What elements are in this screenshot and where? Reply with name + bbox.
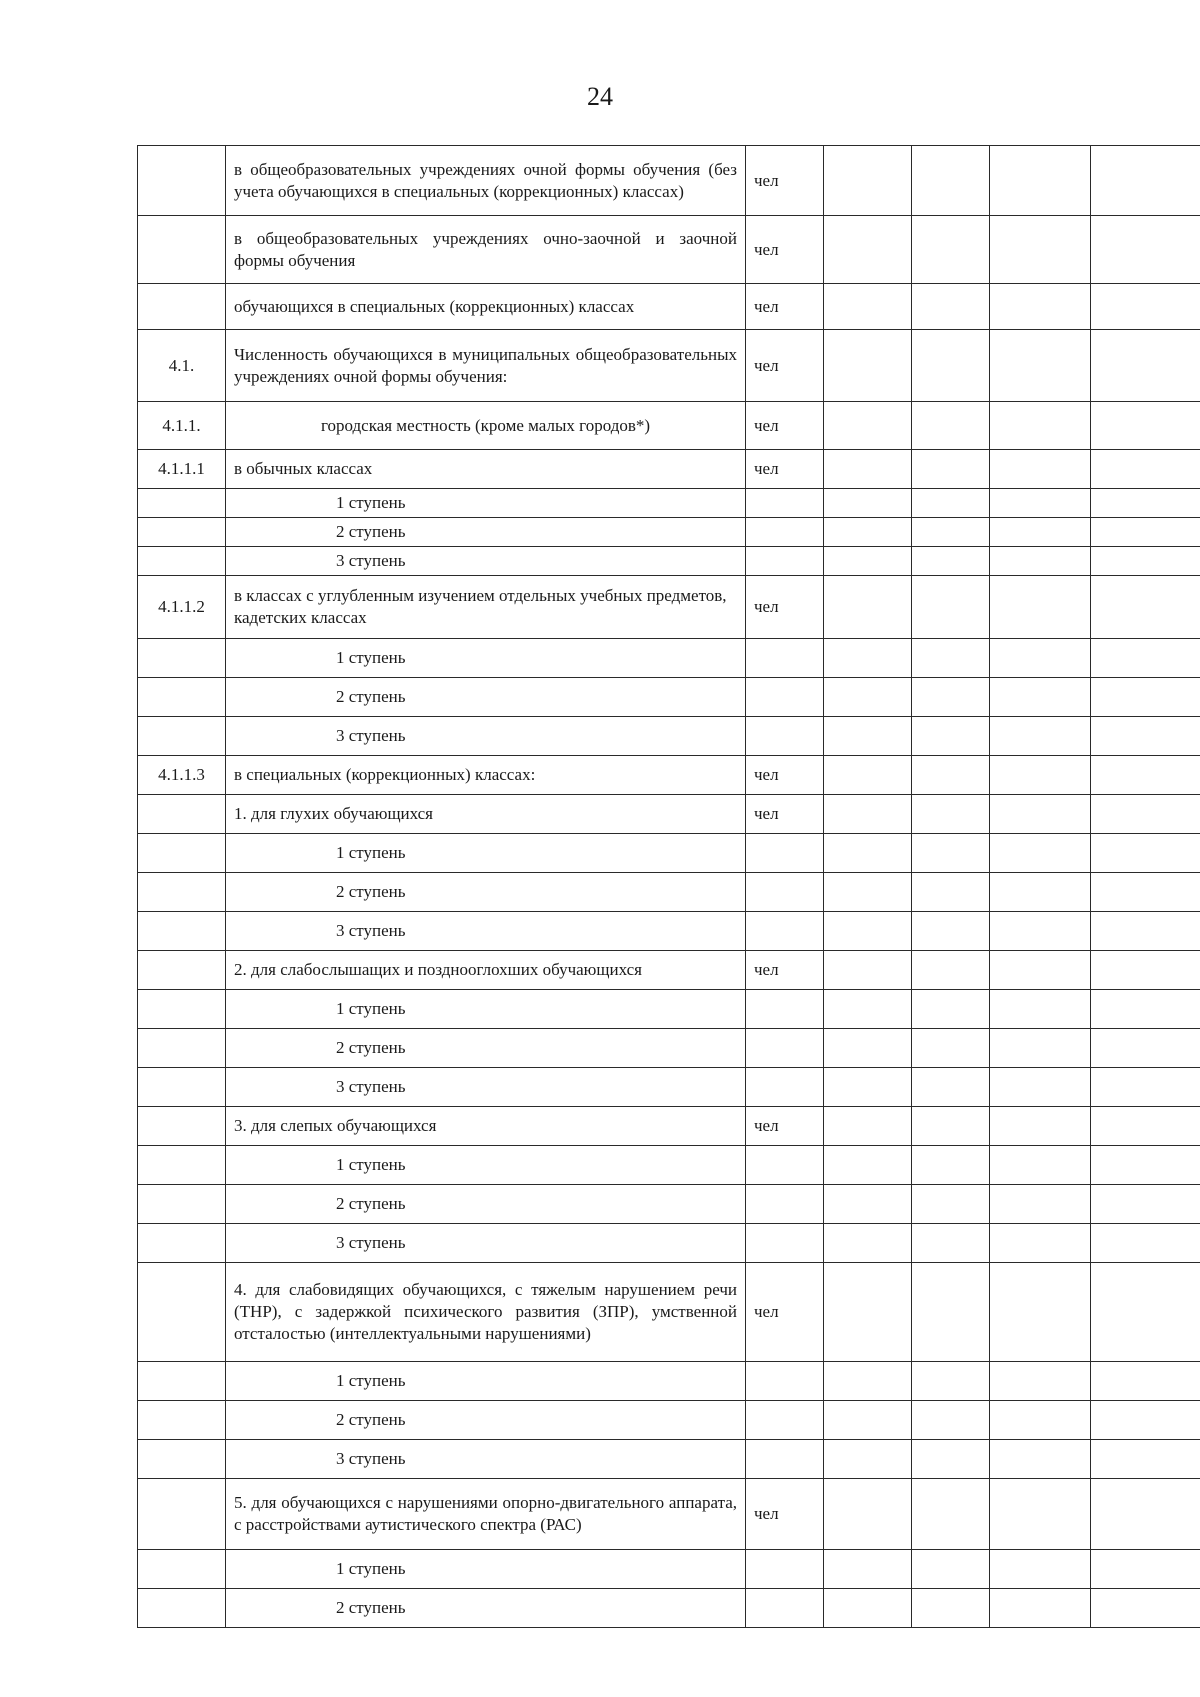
value-cell <box>912 1401 990 1440</box>
value-cell <box>1091 912 1200 951</box>
value-cell <box>990 639 1091 678</box>
table-row <box>138 330 1200 402</box>
value-cell <box>990 951 1091 990</box>
indicator-cell: 3 ступень <box>226 1440 746 1479</box>
table-row <box>138 547 1200 576</box>
value-cell <box>912 1029 990 1068</box>
unit-cell: чел <box>746 450 824 489</box>
value-cell <box>912 1263 990 1362</box>
row-number-cell <box>138 873 226 912</box>
row-number-cell <box>138 639 226 678</box>
value-cell <box>912 1068 990 1107</box>
page-number: 24 <box>587 82 613 111</box>
row-number-cell <box>138 1479 226 1550</box>
unit-cell: чел <box>746 951 824 990</box>
value-cell <box>990 873 1091 912</box>
value-cell <box>824 1068 912 1107</box>
value-cell <box>912 1362 990 1401</box>
value-cell <box>912 873 990 912</box>
row-number-cell <box>138 216 226 284</box>
value-cell <box>990 990 1091 1029</box>
row-number-cell: 4.1. <box>138 330 226 402</box>
unit-cell: чел <box>746 1107 824 1146</box>
row-number-cell <box>138 284 226 330</box>
value-cell <box>990 1146 1091 1185</box>
indicator-cell: 5. для обучающихся с нарушениями опорно-двигательного аппарата, с расстройствами аутистического спектра (РАС) <box>226 1479 746 1550</box>
value-cell <box>912 678 990 717</box>
value-cell <box>912 912 990 951</box>
indicator-cell: 1 ступень <box>226 1550 746 1589</box>
unit-cell <box>746 1146 824 1185</box>
value-cell <box>912 639 990 678</box>
value-cell <box>912 795 990 834</box>
row-number-cell <box>138 146 226 216</box>
value-cell <box>990 717 1091 756</box>
value-cell <box>990 1362 1091 1401</box>
row-number-cell: 4.1.1. <box>138 402 226 450</box>
value-cell <box>1091 1224 1200 1263</box>
value-cell <box>912 1550 990 1589</box>
value-cell <box>990 912 1091 951</box>
value-cell <box>1091 1550 1200 1589</box>
table-row <box>138 678 1200 717</box>
table-row <box>138 1263 1200 1362</box>
value-cell <box>990 489 1091 518</box>
value-cell <box>912 576 990 639</box>
table-row <box>138 990 1200 1029</box>
value-cell <box>824 1401 912 1440</box>
indicator-cell: 2 ступень <box>226 873 746 912</box>
table-row <box>138 1479 1200 1550</box>
unit-cell <box>746 639 824 678</box>
value-cell <box>990 1107 1091 1146</box>
table-row <box>138 717 1200 756</box>
table-row <box>138 639 1200 678</box>
table-row <box>138 489 1200 518</box>
unit-cell <box>746 1185 824 1224</box>
row-number-cell <box>138 1029 226 1068</box>
indicator-cell: 2 ступень <box>226 518 746 547</box>
table-row <box>138 1224 1200 1263</box>
indicator-cell: 1 ступень <box>226 489 746 518</box>
value-cell <box>824 1107 912 1146</box>
table-row <box>138 402 1200 450</box>
value-cell <box>912 518 990 547</box>
value-cell <box>912 834 990 873</box>
value-cell <box>1091 639 1200 678</box>
unit-cell <box>746 717 824 756</box>
value-cell <box>912 1224 990 1263</box>
value-cell <box>824 489 912 518</box>
value-cell <box>912 489 990 518</box>
row-number-cell <box>138 795 226 834</box>
unit-cell <box>746 1440 824 1479</box>
table-row <box>138 1440 1200 1479</box>
value-cell <box>990 547 1091 576</box>
unit-cell: чел <box>746 576 824 639</box>
indicator-cell: 3 ступень <box>226 1224 746 1263</box>
value-cell <box>1091 489 1200 518</box>
row-number-cell <box>138 1401 226 1440</box>
indicator-cell: 1 ступень <box>226 990 746 1029</box>
value-cell <box>1091 1146 1200 1185</box>
indicator-cell: 2 ступень <box>226 1401 746 1440</box>
unit-cell: чел <box>746 216 824 284</box>
unit-cell <box>746 873 824 912</box>
unit-cell: чел <box>746 402 824 450</box>
value-cell <box>990 678 1091 717</box>
value-cell <box>990 1479 1091 1550</box>
indicator-cell: 3. для слепых обучающихся <box>226 1107 746 1146</box>
row-number-cell <box>138 678 226 717</box>
value-cell <box>824 284 912 330</box>
value-cell <box>912 216 990 284</box>
value-cell <box>912 547 990 576</box>
row-number-cell <box>138 1224 226 1263</box>
value-cell <box>912 330 990 402</box>
value-cell <box>1091 1401 1200 1440</box>
table-row <box>138 1550 1200 1589</box>
unit-cell: чел <box>746 284 824 330</box>
value-cell <box>1091 873 1200 912</box>
value-cell <box>990 450 1091 489</box>
value-cell <box>1091 450 1200 489</box>
value-cell <box>824 756 912 795</box>
value-cell <box>990 1440 1091 1479</box>
indicator-cell: 4. для слабовидящих обучающихся, с тяжелым нарушением речи (ТНР), с задержкой психического развития (ЗПР), умственной отсталостью (интеллектуальными нарушениями) <box>226 1263 746 1362</box>
row-number-cell <box>138 1550 226 1589</box>
value-cell <box>824 146 912 216</box>
value-cell <box>824 1029 912 1068</box>
table-row <box>138 450 1200 489</box>
indicator-cell: городская местность (кроме малых городов*) <box>226 402 746 450</box>
table-row <box>138 1107 1200 1146</box>
table-row <box>138 834 1200 873</box>
value-cell <box>1091 518 1200 547</box>
table-row <box>138 756 1200 795</box>
value-cell <box>1091 146 1200 216</box>
indicator-cell: 2. для слабослышащих и позднооглохших обучающихся <box>226 951 746 990</box>
table-row <box>138 576 1200 639</box>
unit-cell <box>746 1550 824 1589</box>
value-cell <box>912 146 990 216</box>
table-row <box>138 1589 1200 1628</box>
value-cell <box>990 1401 1091 1440</box>
value-cell <box>1091 990 1200 1029</box>
value-cell <box>1091 756 1200 795</box>
value-cell <box>912 284 990 330</box>
unit-cell <box>746 990 824 1029</box>
row-number-cell <box>138 834 226 873</box>
value-cell <box>1091 1263 1200 1362</box>
indicator-cell: 2 ступень <box>226 678 746 717</box>
table-row <box>138 146 1200 216</box>
value-cell <box>824 1589 912 1628</box>
unit-cell: чел <box>746 1479 824 1550</box>
indicator-cell: в общеобразовательных учреждениях очно-заочной и заочной формы обучения <box>226 216 746 284</box>
value-cell <box>824 834 912 873</box>
value-cell <box>1091 1440 1200 1479</box>
table-row <box>138 284 1200 330</box>
value-cell <box>912 1185 990 1224</box>
value-cell <box>990 1185 1091 1224</box>
value-cell <box>990 834 1091 873</box>
row-number-cell <box>138 912 226 951</box>
value-cell <box>912 990 990 1029</box>
table-row <box>138 1146 1200 1185</box>
value-cell <box>912 951 990 990</box>
value-cell <box>824 1479 912 1550</box>
value-cell <box>990 795 1091 834</box>
value-cell <box>824 717 912 756</box>
value-cell <box>990 1589 1091 1628</box>
indicator-cell: в классах с углубленным изучением отдельных учебных предметов, кадетских классах <box>226 576 746 639</box>
unit-cell <box>746 1224 824 1263</box>
value-cell <box>824 1185 912 1224</box>
table-row <box>138 1068 1200 1107</box>
indicator-cell: 1. для глухих обучающихся <box>226 795 746 834</box>
unit-cell <box>746 489 824 518</box>
row-number-cell <box>138 1362 226 1401</box>
value-cell <box>1091 1107 1200 1146</box>
value-cell <box>1091 547 1200 576</box>
value-cell <box>1091 402 1200 450</box>
row-number-cell <box>138 1068 226 1107</box>
value-cell <box>1091 951 1200 990</box>
indicator-cell: в специальных (коррекционных) классах: <box>226 756 746 795</box>
unit-cell <box>746 912 824 951</box>
value-cell <box>990 1224 1091 1263</box>
value-cell <box>824 1146 912 1185</box>
value-cell <box>912 450 990 489</box>
row-number-cell <box>138 1263 226 1362</box>
row-number-cell: 4.1.1.1 <box>138 450 226 489</box>
indicator-cell: 1 ступень <box>226 639 746 678</box>
value-cell <box>824 639 912 678</box>
value-cell <box>824 795 912 834</box>
value-cell <box>1091 330 1200 402</box>
table-row <box>138 1185 1200 1224</box>
value-cell <box>990 284 1091 330</box>
value-cell <box>1091 1479 1200 1550</box>
value-cell <box>1091 576 1200 639</box>
table-row <box>138 216 1200 284</box>
unit-cell: чел <box>746 330 824 402</box>
value-cell <box>1091 834 1200 873</box>
value-cell <box>1091 1185 1200 1224</box>
unit-cell: чел <box>746 146 824 216</box>
value-cell <box>824 990 912 1029</box>
value-cell <box>912 402 990 450</box>
unit-cell <box>746 518 824 547</box>
table-body <box>138 146 1200 1628</box>
table-row <box>138 1362 1200 1401</box>
value-cell <box>824 951 912 990</box>
table-row <box>138 873 1200 912</box>
value-cell <box>990 1550 1091 1589</box>
value-cell <box>824 1362 912 1401</box>
row-number-cell <box>138 717 226 756</box>
value-cell <box>824 1550 912 1589</box>
indicator-cell: в общеобразовательных учреждениях очной формы обучения (без учета обучающихся в специальных (коррекционных) классах) <box>226 146 746 216</box>
value-cell <box>824 678 912 717</box>
value-cell <box>912 1479 990 1550</box>
value-cell <box>824 1224 912 1263</box>
value-cell <box>1091 1068 1200 1107</box>
value-cell <box>990 330 1091 402</box>
unit-cell <box>746 834 824 873</box>
value-cell <box>824 518 912 547</box>
value-cell <box>824 216 912 284</box>
value-cell <box>990 756 1091 795</box>
unit-cell <box>746 1401 824 1440</box>
value-cell <box>990 1263 1091 1362</box>
unit-cell: чел <box>746 756 824 795</box>
unit-cell <box>746 547 824 576</box>
row-number-cell <box>138 1185 226 1224</box>
value-cell <box>912 1107 990 1146</box>
value-cell <box>824 912 912 951</box>
value-cell <box>990 1068 1091 1107</box>
value-cell <box>824 547 912 576</box>
indicator-cell: 3 ступень <box>226 912 746 951</box>
indicator-cell: обучающихся в специальных (коррекционных) классах <box>226 284 746 330</box>
value-cell <box>912 1146 990 1185</box>
value-cell <box>1091 1362 1200 1401</box>
indicator-cell: 1 ступень <box>226 1146 746 1185</box>
table-row <box>138 912 1200 951</box>
value-cell <box>990 1029 1091 1068</box>
value-cell <box>1091 717 1200 756</box>
value-cell <box>824 330 912 402</box>
unit-cell: чел <box>746 795 824 834</box>
value-cell <box>912 1589 990 1628</box>
value-cell <box>1091 795 1200 834</box>
value-cell <box>1091 216 1200 284</box>
value-cell <box>824 450 912 489</box>
value-cell <box>824 873 912 912</box>
value-cell <box>912 717 990 756</box>
value-cell <box>824 1440 912 1479</box>
value-cell <box>990 146 1091 216</box>
table-row <box>138 795 1200 834</box>
table-row <box>138 951 1200 990</box>
table-row <box>138 1401 1200 1440</box>
indicator-cell: 3 ступень <box>226 1068 746 1107</box>
row-number-cell <box>138 1589 226 1628</box>
row-number-cell: 4.1.1.2 <box>138 576 226 639</box>
indicator-cell: 1 ступень <box>226 834 746 873</box>
unit-cell <box>746 678 824 717</box>
row-number-cell <box>138 1146 226 1185</box>
value-cell <box>1091 1589 1200 1628</box>
value-cell <box>990 402 1091 450</box>
value-cell <box>912 756 990 795</box>
value-cell <box>990 518 1091 547</box>
indicator-cell: 2 ступень <box>226 1589 746 1628</box>
value-cell <box>1091 1029 1200 1068</box>
indicator-cell: в обычных классах <box>226 450 746 489</box>
row-number-cell <box>138 1440 226 1479</box>
indicator-cell: 1 ступень <box>226 1362 746 1401</box>
row-number-cell <box>138 547 226 576</box>
unit-cell <box>746 1068 824 1107</box>
indicator-cell: Численность обучающихся в муниципальных общеобразовательных учреждениях очной формы обучения: <box>226 330 746 402</box>
value-cell <box>824 1263 912 1362</box>
row-number-cell <box>138 951 226 990</box>
value-cell <box>990 576 1091 639</box>
row-number-cell: 4.1.1.3 <box>138 756 226 795</box>
table-row <box>138 518 1200 547</box>
unit-cell <box>746 1029 824 1068</box>
value-cell <box>990 216 1091 284</box>
statistics-table <box>137 145 1200 1628</box>
value-cell <box>824 576 912 639</box>
row-number-cell <box>138 518 226 547</box>
unit-cell <box>746 1362 824 1401</box>
indicator-cell: 2 ступень <box>226 1029 746 1068</box>
unit-cell: чел <box>746 1263 824 1362</box>
indicator-cell: 2 ступень <box>226 1185 746 1224</box>
value-cell <box>824 402 912 450</box>
row-number-cell <box>138 489 226 518</box>
value-cell <box>1091 678 1200 717</box>
value-cell <box>1091 284 1200 330</box>
unit-cell <box>746 1589 824 1628</box>
row-number-cell <box>138 990 226 1029</box>
row-number-cell <box>138 1107 226 1146</box>
value-cell <box>912 1440 990 1479</box>
table-row <box>138 1029 1200 1068</box>
indicator-cell: 3 ступень <box>226 547 746 576</box>
indicator-cell: 3 ступень <box>226 717 746 756</box>
